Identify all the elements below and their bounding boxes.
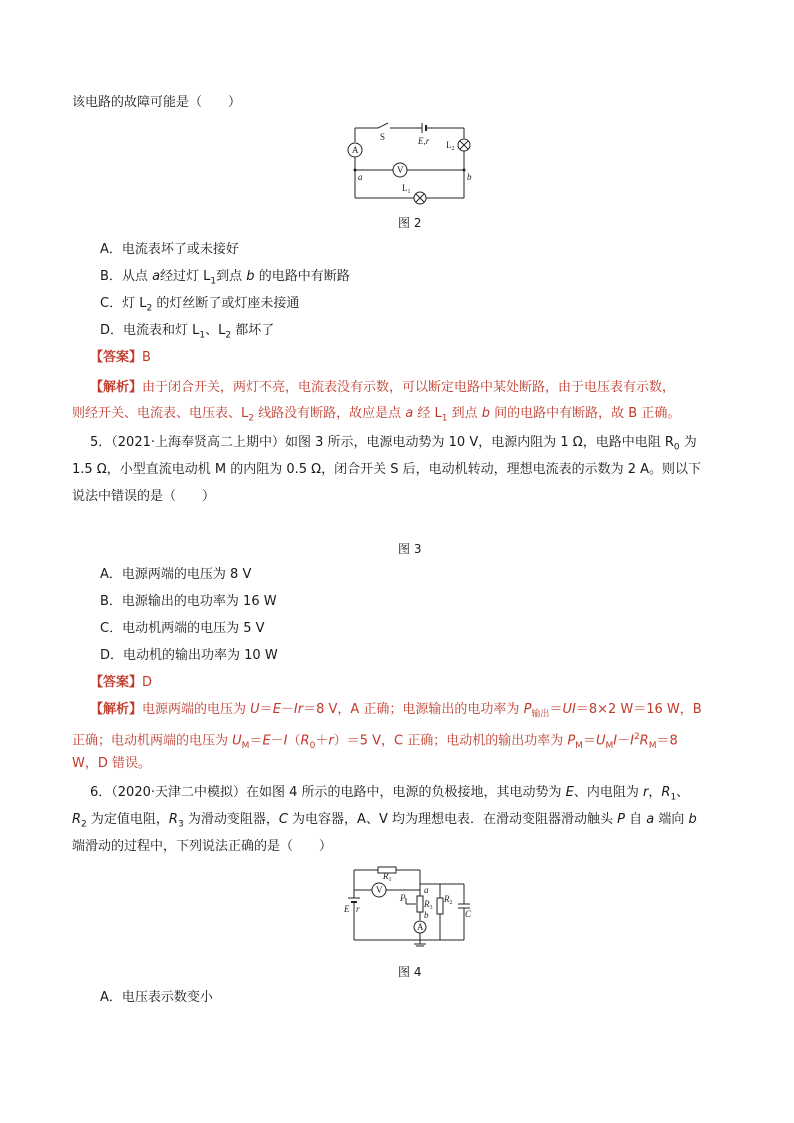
q5-answer: 【答案】D [90, 675, 153, 690]
q4-option-c: C．灯 $L_2$ 的灯丝断了或灯座未接通 [100, 296, 300, 314]
q5-analysis-line1: 【解析】电源两端的电压为 U＝E－Ir＝8 V，A 正确；电源输出的电功率为 $P_{输出}=UI=8\times 2$ W＝16 W，B [90, 702, 702, 720]
voltmeter-label: V [376, 885, 383, 895]
slider-p-label: P [400, 893, 406, 903]
r1-label: $R_1$ [383, 871, 392, 883]
q4-answer: 【答案】B [90, 350, 151, 365]
q6-stem-line2: $R_2$ 为定值电阻，$R_3$ 为滑动变阻器，C 为电容器，A、V 均为理想电表．在滑动变阻器滑动触头 P 自 a 端向 b [72, 812, 697, 830]
figure-3-caption: 图 3 [398, 542, 422, 556]
figure-4-circuit [344, 860, 474, 950]
q6-option-a: A．电压表示数变小 [100, 990, 213, 1005]
q5-stem-line1: 5．（2021·上海奉贤高二上期中）如图 3 所示，电源电动势为 10 V，电源内阻为 1 Ω，电路中电阻 $R_0$ 为 [90, 435, 697, 453]
q5-option-d: D．电动机的输出功率为 10 W [100, 648, 278, 663]
lamp2-label: $L_2$ [446, 140, 455, 152]
q4-option-b: B．从点 a经过灯 $L_1$到点 b 的电路中有断路 [100, 269, 350, 287]
q5-option-c: C．电动机两端的电压为 5 V [100, 621, 265, 636]
q5-option-a: A．电源两端的电压为 8 V [100, 567, 252, 582]
question-intro: 该电路的故障可能是（ ） [72, 95, 242, 110]
q4-option-d: D．电流表和灯 $L_1$、$L_2$ 都坏了 [100, 323, 275, 341]
ammeter-label: A [352, 145, 359, 155]
point-b-label: b [467, 172, 472, 182]
ammeter-label: A [417, 922, 424, 932]
q5-option-b: B．电源输出的电功率为 16 W [100, 594, 277, 609]
lamp1-label: $L_1$ [402, 183, 411, 195]
capacitor-label: C [465, 909, 472, 919]
q4-analysis-line2: 则经开关、电流表、电压表、$L_2$ 线路没有断路，故应是点 a 经 $L_1$ 到点 b 间的电路中有断路，故 B 正确。 [72, 406, 681, 424]
point-a-label: a [358, 172, 363, 182]
emf-label: E [344, 904, 350, 914]
q6-stem-line1: 6．（2020·天津二中模拟）在如图 4 所示的电路中，电源的负极接地，其电动势为 E、内电阻为 r，$R_1$、 [90, 785, 690, 803]
q4-option-a: A．电流表坏了或未接好 [100, 242, 239, 257]
q5-stem-line3: 说法中错误的是（ ） [72, 489, 216, 504]
q5-analysis-line3: W，D 错误。 [72, 756, 151, 771]
q4-analysis-line1: 【解析】由于闭合开关，两灯不亮，电流表没有示数，可以断定电路中某处断路，由于电压表有示数， [90, 380, 676, 395]
q6-stem-line3: 端滑动的过程中，下列说法正确的是（ ） [72, 839, 333, 854]
voltmeter-label: V [397, 165, 404, 175]
q5-stem-line2: 1.5 Ω，小型直流电动机 M 的内阻为 0.5 Ω，闭合开关 S 后，电动机转动，理想电流表的示数为 2 A。则以下 [72, 462, 702, 477]
q5-analysis-line2: 正确；电动机两端的电压为 $U_M=E-I(R_0+r)=5$ V，C 正确；电动机的输出功率为 $P_M=U_MI-I^2R_M=8$ [72, 732, 678, 751]
r2-label: $R_2$ [444, 894, 453, 906]
figure-2-caption: 图 2 [398, 216, 422, 230]
source-label: E,r [418, 136, 430, 146]
figure-2-circuit [330, 118, 490, 208]
r3-label: $R_3$ [424, 899, 433, 911]
figure-4-caption: 图 4 [398, 965, 422, 979]
point-b-label: b [424, 910, 429, 920]
point-a-label: a [424, 885, 429, 895]
internal-r-label: r [356, 904, 360, 914]
switch-label: S [380, 132, 386, 142]
